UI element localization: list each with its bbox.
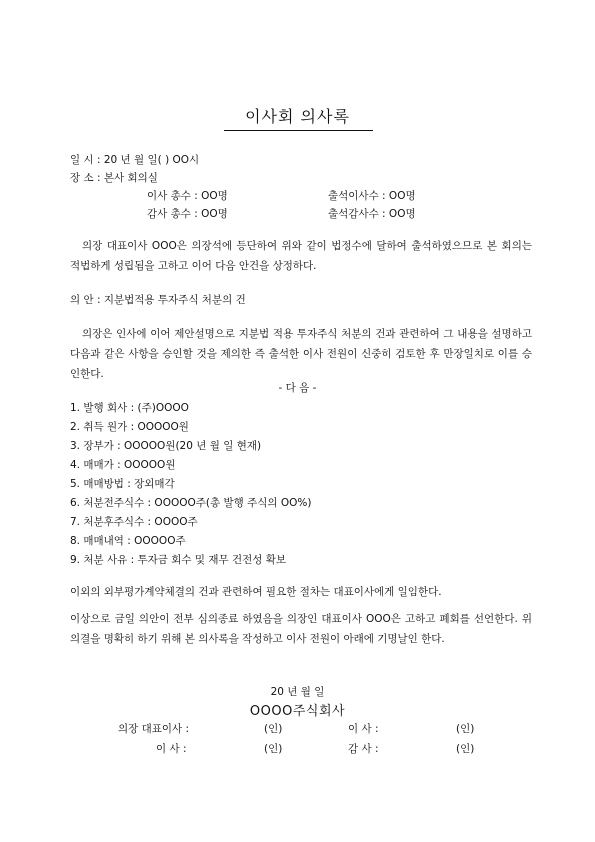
list-item: 9. 처분 사유 : 투자금 회수 및 재무 건전성 확보	[70, 554, 287, 566]
auditors-total: 감사 총수 : OO명	[147, 208, 228, 220]
proposal-paragraph-text: 의장은 인사에 이어 제안설명으로 지분법 적용 투자주식 처분의 건과 관련하여 그 내용을 설명하고 다음과 같은 사항을 승인할 것을 제의한 즉 출석한 이사 전원이 신중히 검토한 후 만장일치로 이를 승인한다.	[70, 328, 532, 380]
director1-label: 이 사 :	[348, 723, 379, 735]
chair-seal: (인)	[264, 723, 283, 735]
title-underline	[224, 130, 373, 131]
document-title: 이사회 의사록	[245, 107, 350, 126]
list-item: 4. 매매가 : OOOOO원	[70, 459, 176, 471]
directors-present: 출석이사수 : OO명	[328, 190, 416, 202]
chair-label: 의장 대표이사 :	[118, 723, 190, 735]
opening-paragraph-text: 의장 대표이사 OOO은 의장석에 등단하여 위와 같이 법정수에 달하여 출석하였으므로 본 회의는 적법하게 성립됨을 고하고 이어 다음 안건을 상정하다.	[70, 240, 532, 272]
proposal-paragraph	[70, 324, 532, 384]
list-item: 7. 처분후주식수 : OOOO주	[70, 516, 198, 528]
auditor-label: 감 사 :	[348, 743, 379, 755]
director2-seal: (인)	[264, 743, 283, 755]
list-item: 3. 장부가 : OOOOO원(20 년 월 일 현재)	[70, 440, 262, 452]
auditors-present: 출석감사수 : OO명	[328, 208, 416, 220]
directors-total: 이사 총수 : OO명	[147, 190, 228, 202]
date-line: 20 년 월 일	[270, 686, 325, 698]
agenda: 의 안 : 지분법적용 투자주식 처분의 건	[70, 294, 246, 306]
director2-label: 이 사 :	[156, 743, 187, 755]
meeting-time: 일 시 : 20 년 월 일( ) OO시	[70, 154, 200, 166]
closing-paragraph-text: 이상으로 금일 의안이 전부 심의종료 하였음을 의장인 대표이사 OOO은 고하고 폐회를 선언한다. 위 의결을 명확히 하기 위해 본 의사록을 작성하고 이사 전원이 아래에 기명날인 한다.	[70, 613, 532, 645]
list-item: 5. 매매방법 : 장외매각	[70, 478, 175, 490]
list-item: 6. 처분전주식수 : OOOOO주(총 발행 주식의 OO%)	[70, 497, 312, 509]
meeting-place: 장 소 : 본사 회의실	[70, 172, 158, 184]
list-item: 8. 매매내역 : OOOOO주	[70, 535, 186, 547]
director1-seal: (인)	[456, 723, 475, 735]
auditor-seal: (인)	[456, 743, 475, 755]
list-item: 1. 발행 회사 : (주)OOOO	[70, 402, 189, 414]
list-item: 2. 취득 원가 : OOOOO원	[70, 421, 189, 433]
company-name: OOOO주식회사	[249, 704, 346, 719]
delegation-paragraph: 이외의 외부평가계약체결의 건과 관련하여 필요한 절차는 대표이사에게 일임한다.	[70, 586, 442, 598]
opening-paragraph	[70, 236, 532, 276]
next-heading: - 다 음 -	[278, 382, 317, 394]
closing-paragraph	[70, 609, 532, 649]
